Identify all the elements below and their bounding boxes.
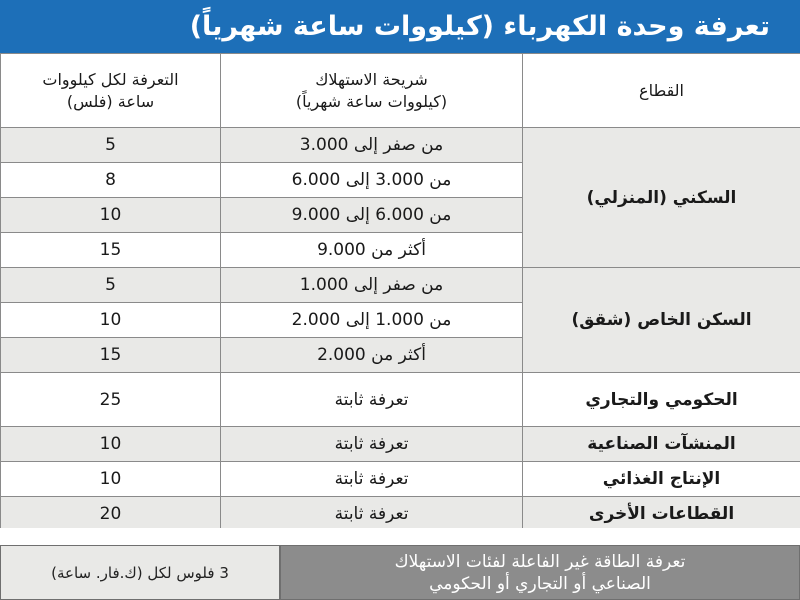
table-row xyxy=(1,427,800,462)
rate-cell: 5 xyxy=(1,268,221,303)
table-row xyxy=(1,497,800,532)
table-row xyxy=(1,462,800,497)
slab-cell: تعرفة ثابتة xyxy=(221,462,523,497)
table-row xyxy=(1,268,800,303)
slab-cell: من 1.000 إلى 2.000 xyxy=(221,303,523,338)
sector-cell: السكني (المنزلي) xyxy=(523,128,800,268)
header-sector: القطاع xyxy=(523,54,800,128)
rate-cell: 8 xyxy=(1,163,221,198)
slab-cell: تعرفة ثابتة xyxy=(221,427,523,462)
sector-cell: القطاعات الأخرى xyxy=(523,497,800,532)
reactive-energy-box xyxy=(0,545,800,600)
rate-cell: 10 xyxy=(1,462,221,497)
header-rate-line2: ساعة (فلس) xyxy=(66,91,155,111)
header-row xyxy=(1,54,800,128)
slab-cell: من 3.000 إلى 6.000 xyxy=(221,163,523,198)
header-rate xyxy=(1,54,221,128)
table-row xyxy=(1,373,800,427)
rate-cell: 15 xyxy=(1,338,221,373)
rate-cell: 10 xyxy=(1,198,221,233)
rate-cell: 5 xyxy=(1,128,221,163)
sector-cell: السكن الخاص (شقق) xyxy=(523,268,800,373)
rate-cell: 25 xyxy=(1,373,221,427)
reactive-energy-line2: الصناعي أو التجاري أو الحكومي xyxy=(429,573,651,594)
rate-cell: 20 xyxy=(1,497,221,532)
sector-cell: الحكومي والتجاري xyxy=(523,373,800,427)
reactive-energy-rate: 3 فلوس لكل (ك.فار. ساعة) xyxy=(0,545,280,600)
rate-cell: 10 xyxy=(1,303,221,338)
slab-cell: من صفر إلى 3.000 xyxy=(221,128,523,163)
rate-cell: 15 xyxy=(1,233,221,268)
header-slab-line2: (كيلووات ساعة شهرياً) xyxy=(295,91,448,111)
sector-cell: المنشآت الصناعية xyxy=(523,427,800,462)
rate-cell: 10 xyxy=(1,427,221,462)
slab-cell: تعرفة ثابتة xyxy=(221,497,523,532)
tariff-table xyxy=(0,53,800,532)
slab-cell: من صفر إلى 1.000 xyxy=(221,268,523,303)
table-row xyxy=(1,128,800,163)
slab-cell: أكثر من 2.000 xyxy=(221,338,523,373)
reactive-energy-line1: تعرفة الطاقة غير الفاعلة لفئات الاستهلاك xyxy=(394,551,686,572)
header-rate-line1: التعرفة لكل كيلووات xyxy=(42,69,179,89)
header-slab-line1: شريحة الاستهلاك xyxy=(315,69,428,89)
header-slab xyxy=(221,54,523,128)
sector-cell: الإنتاج الغذائي xyxy=(523,462,800,497)
slab-cell: تعرفة ثابتة xyxy=(221,373,523,427)
reactive-energy-description xyxy=(280,545,800,600)
slab-cell: أكثر من 9.000 xyxy=(221,233,523,268)
slab-cell: من 6.000 إلى 9.000 xyxy=(221,198,523,233)
spacer xyxy=(0,528,800,545)
table-title: تعرفة وحدة الكهرباء (كيلووات ساعة شهرياً) xyxy=(0,0,800,53)
